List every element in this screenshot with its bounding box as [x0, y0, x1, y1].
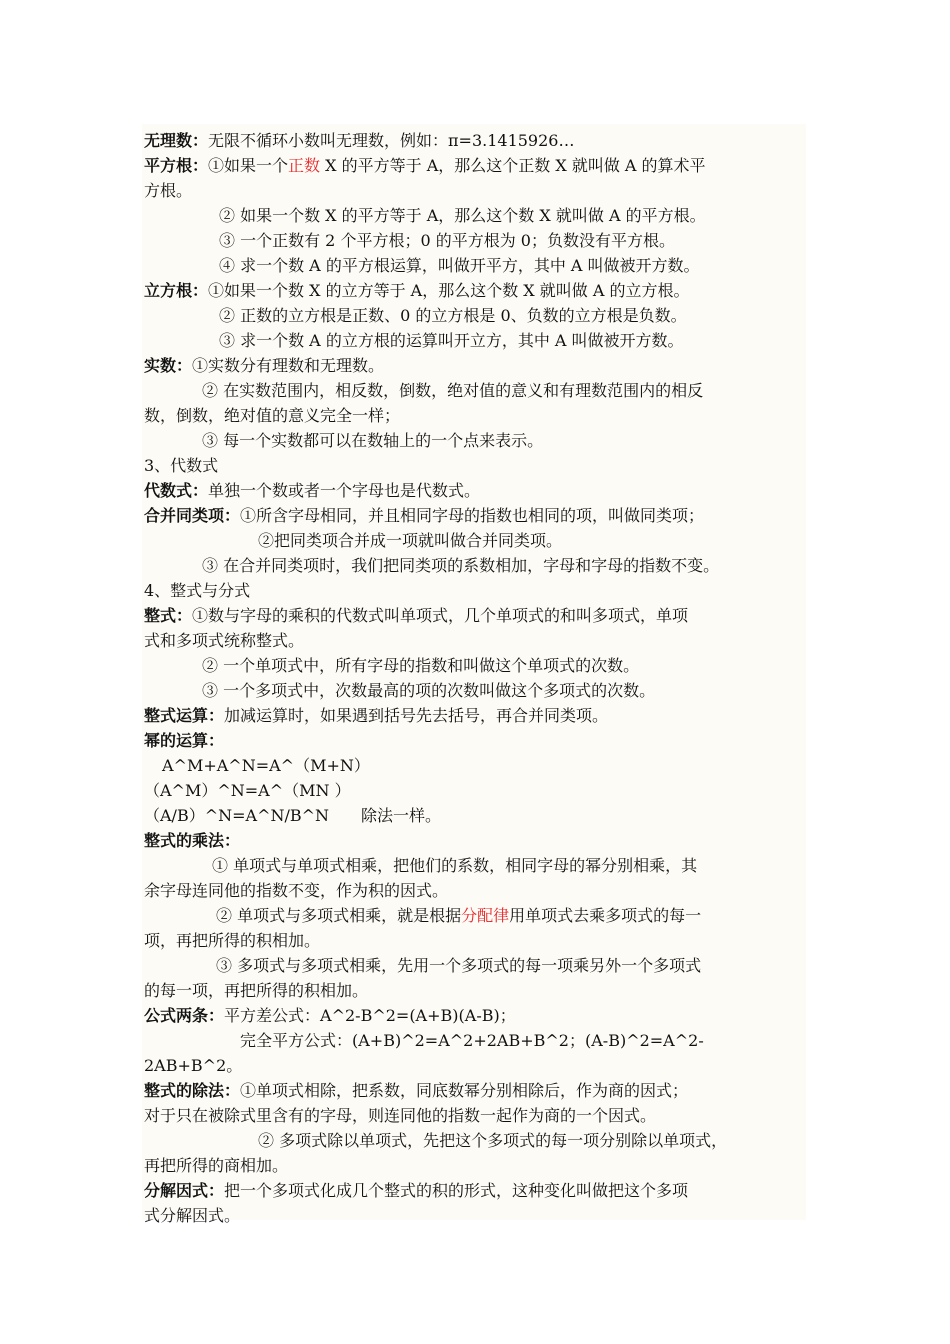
line-text: ② 如果一个数 X 的平方等于 A，那么这个数 X 就叫做 A 的平方根。: [219, 206, 706, 225]
line-text: ② 单项式与多项式相乘，就是根据: [216, 906, 462, 925]
line-text: ①单项式相除，把系数，同底数幂分别相除后，作为商的因式；: [240, 1081, 689, 1100]
line-text: ①数与字母的乘积的代数式叫单项式，几个单项式的和叫多项式，单项: [192, 606, 689, 625]
text-line: [202, 378, 703, 403]
text-line: [144, 178, 192, 203]
line-text-continued: X 的平方等于 A，那么这个正数 X 就叫做 A 的算术平: [320, 156, 706, 175]
line-text: 无限不循环小数叫无理数，例如：π=3.1415926…: [208, 131, 575, 150]
term-label: 无理数：: [144, 131, 209, 150]
term-label: 整式的乘法：: [144, 831, 241, 850]
line-text: 式和多项式统称整式。: [144, 631, 305, 650]
text-line: [144, 603, 688, 628]
term-label: 分解因式：: [144, 1181, 225, 1200]
term-label: 整式运算：: [144, 706, 225, 725]
line-text: ③ 一个多项式中，次数最高的项的次数叫做这个多项式的次数。: [202, 681, 656, 700]
line-text: 再把所得的商相加。: [144, 1156, 289, 1175]
text-line: [144, 928, 320, 953]
term-label: 平方根：: [144, 156, 209, 175]
text-line: [219, 253, 700, 278]
text-line: [144, 453, 218, 478]
text-line: [144, 1103, 656, 1128]
line-text: ③ 在合并同类项时，我们把同类项的系数相加，字母和字母的指数不变。: [202, 556, 720, 575]
highlighted-term: 正数: [288, 156, 321, 175]
line-text: 余字母连同他的指数不变，作为积的因式。: [144, 881, 449, 900]
line-text: 平方差公式：A^2-B^2=(A+B)(A-B)；: [224, 1006, 516, 1025]
line-text: ② 在实数范围内，相反数，倒数，绝对值的意义和有理数范围内的相反: [202, 381, 704, 400]
line-text: 数，倒数，绝对值的意义完全一样；: [144, 406, 401, 425]
text-line: [219, 203, 706, 228]
term-label: 整式的除法：: [144, 1081, 241, 1100]
line-text: ①如果一个数 X 的立方等于 A，那么这个数 X 就叫做 A 的立方根。: [208, 281, 690, 300]
text-line: [144, 503, 704, 528]
text-line: [258, 528, 562, 553]
line-text: ④ 求一个数 A 的平方根运算，叫做开平方，其中 A 叫做被开方数。: [219, 256, 700, 275]
text-line: [144, 703, 608, 728]
line-text-continued: 用单项式去乘多项式的每一: [509, 906, 702, 925]
text-line: [144, 778, 351, 803]
text-line: [258, 1128, 727, 1153]
line-text: ①实数分有理数和无理数。: [192, 356, 385, 375]
highlighted-term: 分配律: [461, 906, 510, 925]
term-label: 幂的运算：: [144, 731, 225, 750]
text-line: [144, 828, 240, 853]
text-line: [144, 978, 368, 1003]
line-text: 项，再把所得的积相加。: [144, 931, 321, 950]
text-line: [202, 553, 719, 578]
text-line: [216, 953, 701, 978]
line-text: 把一个多项式化成几个整式的积的形式，这种变化叫做把这个多项: [224, 1181, 689, 1200]
text-line: [144, 1153, 288, 1178]
line-text: （A/B）^N=A^N/B^N 除法一样。: [144, 806, 442, 825]
line-text: ③ 一个正数有 2 个平方根；0 的平方根为 0；负数没有平方根。: [219, 231, 675, 250]
text-line: [144, 403, 400, 428]
text-line: [144, 1053, 242, 1078]
text-line: [212, 853, 697, 878]
term-label: 整式：: [144, 606, 193, 625]
line-text: 的每一项，再把所得的积相加。: [144, 981, 369, 1000]
line-text: 4、整式与分式: [144, 581, 251, 600]
line-text: ①如果一个: [208, 156, 289, 175]
text-line: [144, 628, 304, 653]
line-text: ③ 求一个数 A 的立方根的运算叫开立方，其中 A 叫做被开方数。: [219, 331, 684, 350]
line-text: 对于只在被除式里含有的字母，则连同他的指数一起作为商的一个因式。: [144, 1106, 657, 1125]
text-line: [144, 1078, 688, 1103]
text-line: [144, 278, 690, 303]
line-text: （A^M）^N=A^（MN ）: [144, 781, 351, 800]
text-line: [144, 128, 574, 153]
line-text: 完全平方公式：(A+B)^2=A^2+2AB+B^2；(A-B)^2=A^2-: [240, 1031, 704, 1050]
text-line: [144, 153, 706, 178]
text-line: [144, 1178, 688, 1203]
line-text: A^M+A^N=A^（M+N）: [162, 756, 370, 775]
text-line: [240, 1028, 704, 1053]
term-label: 实数：: [144, 356, 193, 375]
term-label: 代数式：: [144, 481, 209, 500]
line-text: 2AB+B^2。: [144, 1056, 243, 1075]
text-line: [216, 903, 701, 928]
text-line: [219, 228, 675, 253]
text-line: [162, 753, 370, 778]
text-line: [144, 728, 224, 753]
text-line: [202, 428, 543, 453]
line-text: ③ 每一个实数都可以在数轴上的一个点来表示。: [202, 431, 544, 450]
line-text: ② 正数的立方根是正数、0 的立方根是 0、负数的立方根是负数。: [219, 306, 687, 325]
text-line: [144, 803, 441, 828]
line-text: 3、代数式: [144, 456, 219, 475]
line-text: ③ 多项式与多项式相乘，先用一个多项式的每一项乘另外一个多项式: [216, 956, 702, 975]
text-line: [219, 303, 687, 328]
line-text: ② 多项式除以单项式，先把这个多项式的每一项分别除以单项式，: [258, 1131, 728, 1150]
text-line: [219, 328, 684, 353]
text-line: [144, 478, 480, 503]
text-line: [144, 353, 384, 378]
line-text: ① 单项式与单项式相乘，把他们的系数，相同字母的幂分别相乘，其: [212, 856, 698, 875]
term-label: 立方根：: [144, 281, 209, 300]
text-line: [144, 1203, 240, 1228]
text-line: [202, 678, 655, 703]
term-label: 合并同类项：: [144, 506, 241, 525]
line-text: 加减运算时，如果遇到括号先去括号，再合并同类项。: [224, 706, 609, 725]
text-line: [202, 653, 639, 678]
term-label: 公式两条：: [144, 1006, 225, 1025]
line-text: 方根。: [144, 181, 193, 200]
line-text: ② 一个单项式中，所有字母的指数和叫做这个单项式的次数。: [202, 656, 640, 675]
line-text: 式分解因式。: [144, 1206, 241, 1225]
line-text: ②把同类项合并成一项就叫做合并同类项。: [258, 531, 563, 550]
text-line: [144, 878, 448, 903]
text-line: [144, 1003, 516, 1028]
line-text: 单独一个数或者一个字母也是代数式。: [208, 481, 481, 500]
text-line: [144, 578, 250, 603]
line-text: ①所含字母相同，并且相同字母的指数也相同的项，叫做同类项；: [240, 506, 705, 525]
